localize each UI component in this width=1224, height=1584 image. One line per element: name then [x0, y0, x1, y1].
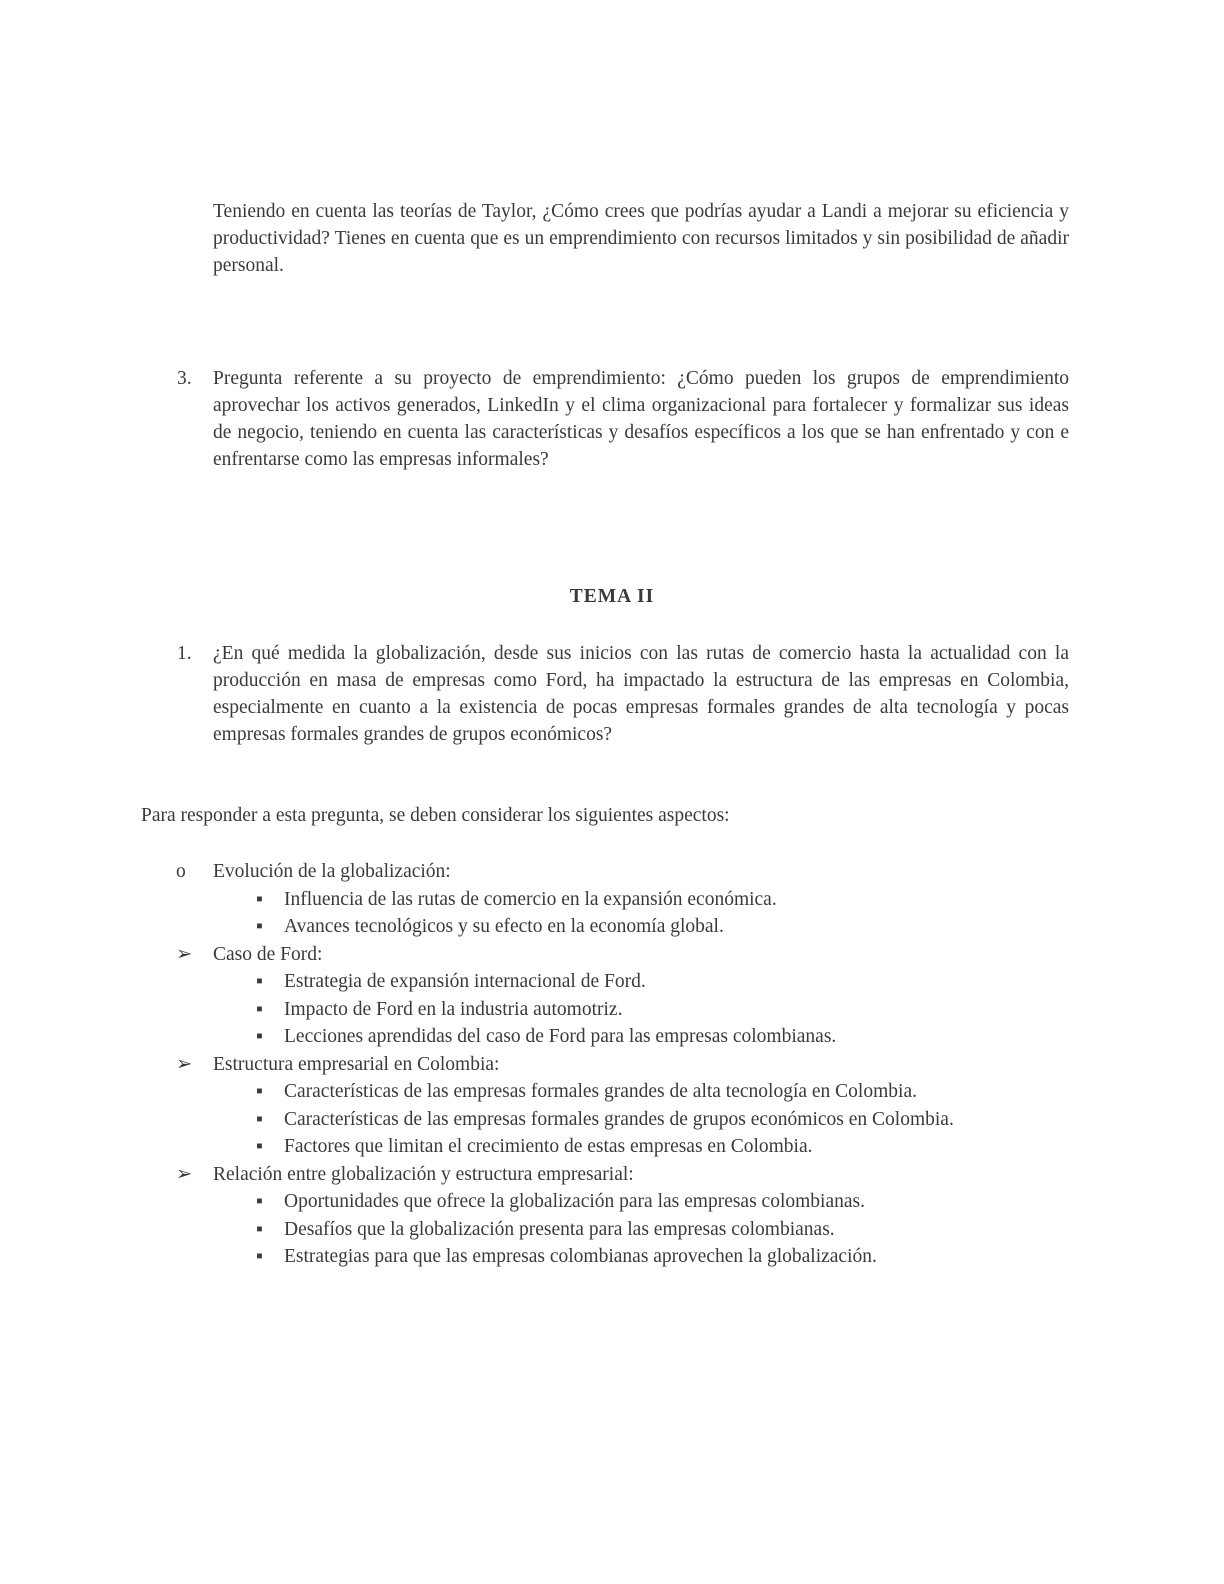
- outline-subitem-text: Características de las empresas formales grandes de alta tecnología en Colombia.: [284, 1081, 917, 1102]
- outline-subitem: [176, 1216, 1072, 1244]
- arrow-bullet-icon: ➢: [176, 1053, 193, 1075]
- outline-subitem: [176, 1133, 1072, 1161]
- outline-item: [176, 1161, 1072, 1189]
- arrow-bullet-icon: ➢: [176, 1163, 193, 1185]
- square-bullet-icon: ▪: [256, 888, 263, 910]
- outline-subitem: [176, 913, 1072, 941]
- question-3: [177, 365, 1069, 505]
- question-text: Pregunta referente a su proyecto de emprendimiento: ¿Cómo pueden los grupos de emprendimiento aprovechar los activos generados, LinkedIn y el clima organizacional para fortalecer y formalizar sus ideas de negocio, teniendo en cuenta las características y desafíos específicos a los que se han enfrentado y con e enfrentarse como las empresas informales?: [213, 368, 1069, 470]
- square-bullet-icon: ▪: [256, 1026, 263, 1047]
- outline-subitem-text: Desafíos que la globalización presenta para las empresas colombianas.: [284, 1218, 835, 1240]
- square-bullet-icon: ▪: [256, 1246, 263, 1267]
- outline-subitem: [176, 996, 1072, 1024]
- outline-subitem: [176, 1023, 1072, 1051]
- question-1: [177, 640, 1069, 780]
- outline-item: [176, 1051, 1072, 1079]
- section-heading: TEMA II: [569, 586, 655, 607]
- outline-item: [176, 941, 1072, 969]
- outline-subitem-text: Estrategias para que las empresas colombianas aprovechen la globalización.: [284, 1246, 877, 1267]
- outline-subitem: [176, 1078, 1072, 1106]
- square-bullet-icon: ▪: [256, 1218, 263, 1240]
- outline-subitem-text: Oportunidades que ofrece la globalización para las empresas colombianas.: [284, 1191, 865, 1212]
- square-bullet-icon: ▪: [256, 1136, 263, 1157]
- outline-subitem-text: Lecciones aprendidas del caso de Ford para las empresas colombianas.: [284, 1026, 837, 1047]
- outline-subitem: [176, 1243, 1072, 1271]
- outline-item: [176, 858, 1072, 886]
- question-number: 1.: [177, 643, 192, 664]
- outline-subitem-text: Características de las empresas formales grandes de grupos económicos en Colombia.: [284, 1108, 954, 1130]
- outline-subitem: [176, 1106, 1072, 1134]
- outline-item-label: Relación entre globalización y estructura empresarial:: [213, 1163, 634, 1185]
- square-bullet-icon: ▪: [256, 916, 263, 937]
- question-text: ¿En qué medida la globalización, desde sus inicios con las rutas de comercio hasta la actualidad con la producción en masa de empresas como Ford, ha impactado la estructura de las empresas en Colombia, especialmente en cuanto a la existencia de pocas empresas formales grandes de alta tecnología y pocas empresas formales grandes de grupos económicos?: [213, 643, 1069, 745]
- arrow-bullet-icon: ➢: [176, 943, 193, 965]
- square-bullet-icon: ▪: [256, 1108, 263, 1130]
- square-bullet-icon: ▪: [256, 1081, 263, 1102]
- outline-subitem-text: Estrategia de expansión internacional de Ford.: [284, 971, 646, 992]
- outline-subitem: [176, 1188, 1072, 1216]
- lead-in-text: Para responder a esta pregunta, se deben considerar los siguientes aspectos:: [141, 805, 730, 826]
- outline-item-label: Estructura empresarial en Colombia:: [213, 1053, 500, 1075]
- outline-item-label: Evolución de la globalización:: [213, 861, 451, 882]
- outline-subitem-text: Impacto de Ford en la industria automotriz.: [284, 998, 623, 1020]
- outline-subitem-text: Factores que limitan el crecimiento de estas empresas en Colombia.: [284, 1136, 813, 1157]
- outline-subitem: [176, 886, 1072, 914]
- circle-bullet-icon: o: [176, 861, 186, 882]
- outline-subitem-text: Avances tecnológicos y su efecto en la economía global.: [284, 916, 724, 937]
- square-bullet-icon: ▪: [256, 971, 263, 992]
- outline-subitem: [176, 968, 1072, 996]
- square-bullet-icon: ▪: [256, 1191, 263, 1212]
- outline-item-label: Caso de Ford:: [213, 943, 323, 965]
- square-bullet-icon: ▪: [256, 998, 263, 1020]
- intro-paragraph: Teniendo en cuenta las teorías de Taylor, ¿Cómo crees que podrías ayudar a Landi a mejorar su eficiencia y productividad? Tienes en cuenta que es un emprendimiento con recursos limitados y sin posibilidad de añadir personal.: [213, 201, 1069, 276]
- question-number: 3.: [177, 368, 192, 389]
- aspects-outline: [176, 858, 1072, 1271]
- outline-subitem-text: Influencia de las rutas de comercio en la expansión económica.: [284, 888, 777, 910]
